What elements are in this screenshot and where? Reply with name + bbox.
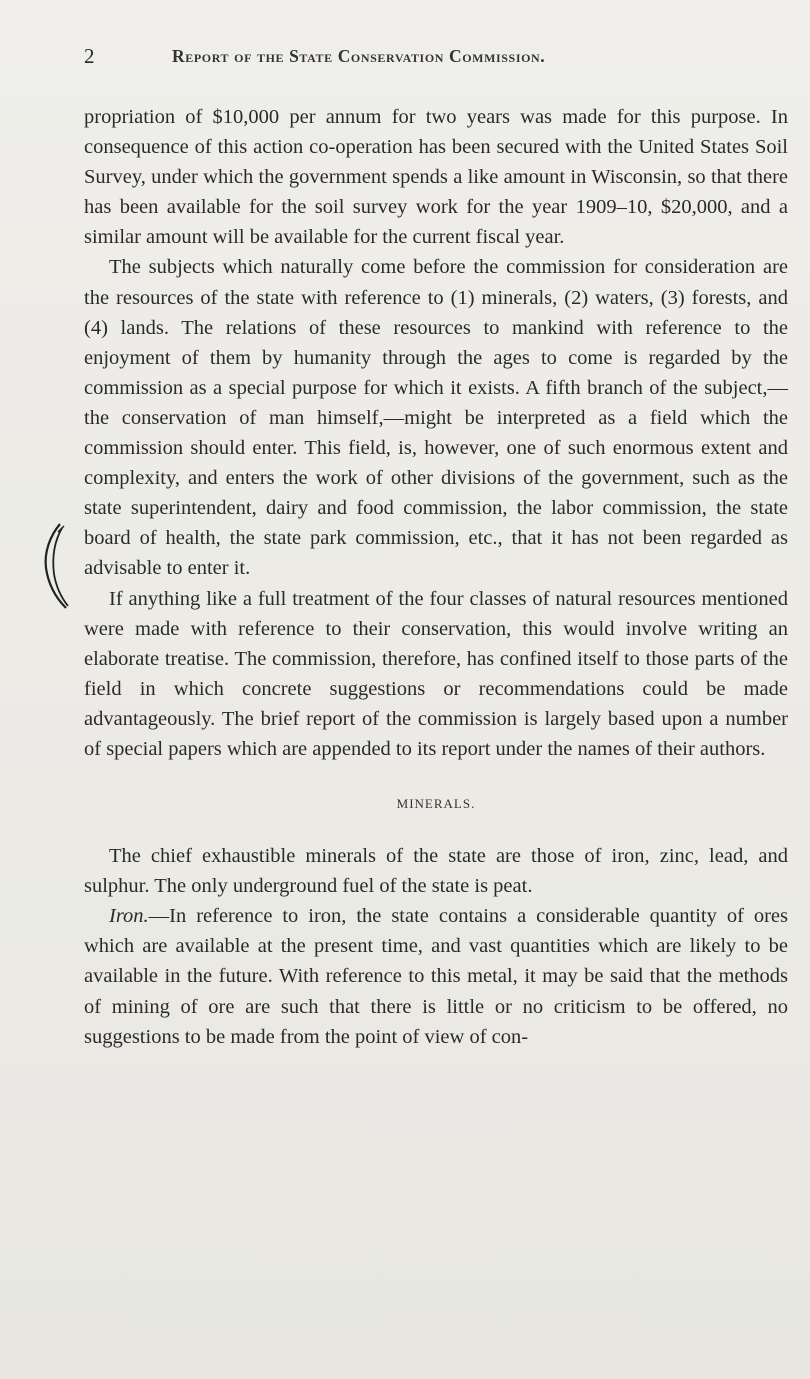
paragraph-subjects: The subjects which naturally come before the commission for consideration are the resources of the state with reference to (1) minerals, (2) waters, (3) forests, and (4) lands. The relations of these resources to mankind with reference to the enjoyment of them by humanity through the ages to come is regarded by the commission as a special purpose for which it exists. A fifth branch of the subject,—the conservation of man himself,—might be interpreted as a field which the commission should enter. This field, is, however, one of such enormous extent and complexity, and enters the work of other divisions of the government, such as the state superintendent, dairy and food commission, the labor commission, the state board of health, the state park commission, etc., that it has not been regarded as advisable to enter it. [84, 256, 788, 580]
paragraph-treatment: If anything like a full treatment of the four classes of natural resources mentioned were made with reference to their conservation, this would involve writing an elaborate treatise. The commission, therefore, has confined itself to those parts of the field in which concrete suggestions or recommendations could be made advantageously. The brief report of the commission is largely based upon a number of special papers which are appended to its report under the names of their authors. [84, 587, 788, 760]
paragraph-iron [84, 901, 788, 1051]
section-heading-minerals: MINERALS. [396, 796, 476, 812]
page-number: 2 [84, 44, 95, 68]
iron-run-in-heading: Iron. [109, 905, 149, 928]
page-header [84, 44, 784, 74]
iron-paragraph-text: —In reference to iron, the state contains a considerable quantity of ores which are available at the present time, and vast quantities which are likely to be available in the future. With reference to this metal, it may be said that the methods of mining of ore are such that there is little or no criticism to be offered, no suggestions to be made from the point of view of con- [84, 905, 788, 1048]
body-text [84, 102, 788, 1052]
handwritten-bracket-mark [36, 522, 70, 610]
paragraph-appropriation: propriation of $10,000 per annum for two years was made for this purpose. In consequence of this action co-operation has been secured with the United States Soil Survey, under which the government spends a like amount in Wisconsin, so that there has been available for the soil survey work for the year 1909–10, $20,000, and a similar amount will be available for the current fiscal year. [84, 106, 788, 249]
running-title: Report of the State Conservation Commission. [172, 46, 546, 66]
paragraph-minerals: The chief exhaustible minerals of the state are those of iron, zinc, lead, and sulphur. The only underground fuel of the state is peat. [84, 845, 788, 898]
